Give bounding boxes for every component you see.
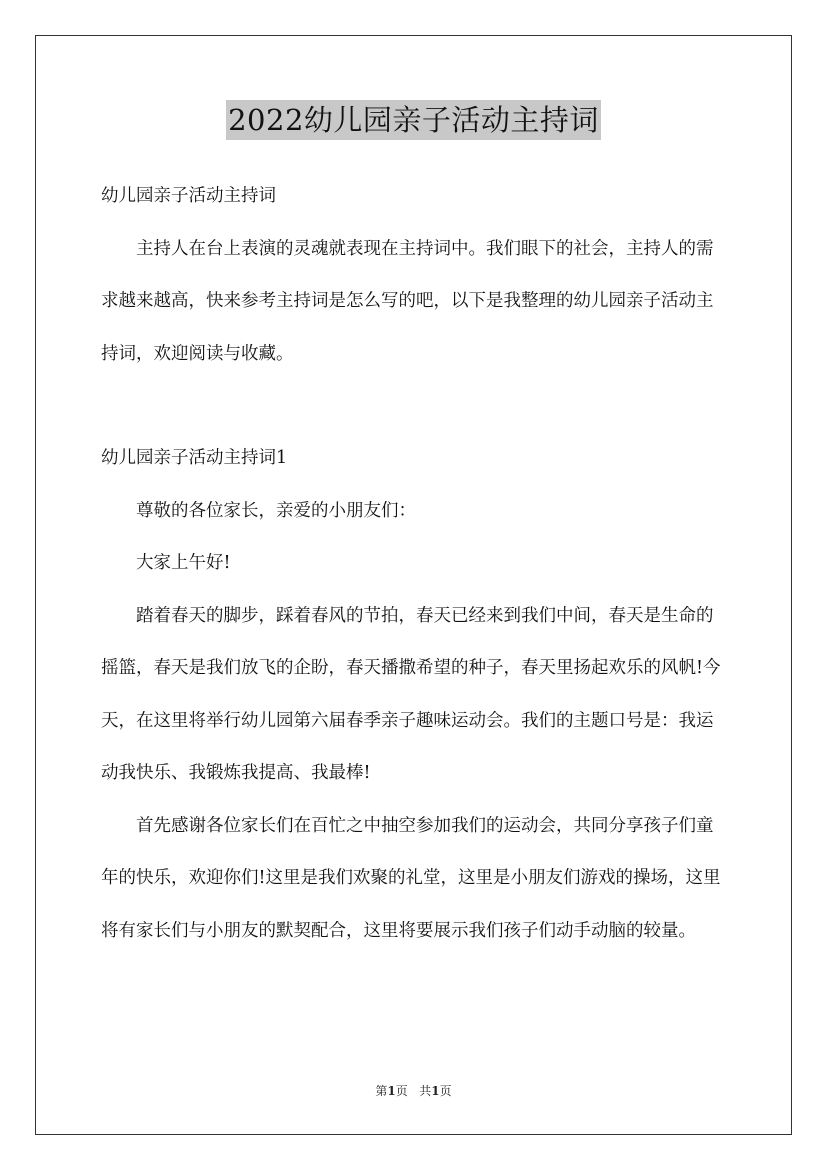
- intro-paragraph: 主持人在台上表演的灵魂就表现在主持词中。我们眼下的社会，主持人的需求越来越高，快来参考主持词是怎么写的吧，以下是我整理的幼儿园亲子活动主持词，欢迎阅读与收藏。: [101, 238, 714, 364]
- total-prefix: 共: [419, 1084, 432, 1098]
- document-title: 2022幼儿园亲子活动主持词: [226, 100, 601, 140]
- page-suffix: 页: [395, 1084, 408, 1098]
- title-container: [0, 100, 827, 140]
- section-heading: 幼儿园亲子活动主持词1: [101, 448, 288, 468]
- hello-paragraph: 大家上午好!: [136, 553, 231, 573]
- page-prefix: 第: [375, 1084, 388, 1098]
- document-body: [101, 170, 729, 957]
- spring-paragraph: 踏着春天的脚步，踩着春风的节拍，春天已经来到我们中间，春天是生命的摇篮，春天是我们放飞的企盼，春天播撒希望的种子，春天里扬起欢乐的风帆!今天，在这里将举行幼儿园第六届春季亲子趣味运动会。我们的主题口号是：我运动我快乐、我锻炼我提高、我最棒!: [101, 605, 721, 783]
- page-footer: [0, 1083, 827, 1099]
- page-total: 1: [431, 1084, 440, 1098]
- thanks-paragraph: 首先感谢各位家长们在百忙之中抽空参加我们的运动会，共同分享孩子们童年的快乐，欢迎你们!这里是我们欢聚的礼堂，这里是小朋友们游戏的操场，这里将有家长们与小朋友的默契配合，这里将要展示我们孩子们动手动脑的较量。: [101, 815, 721, 941]
- document-subtitle: 幼儿园亲子活动主持词: [101, 186, 276, 206]
- total-suffix: 页: [439, 1084, 452, 1098]
- page-current: 1: [387, 1084, 396, 1098]
- greeting-paragraph: 尊敬的各位家长，亲爱的小朋友们：: [136, 500, 416, 521]
